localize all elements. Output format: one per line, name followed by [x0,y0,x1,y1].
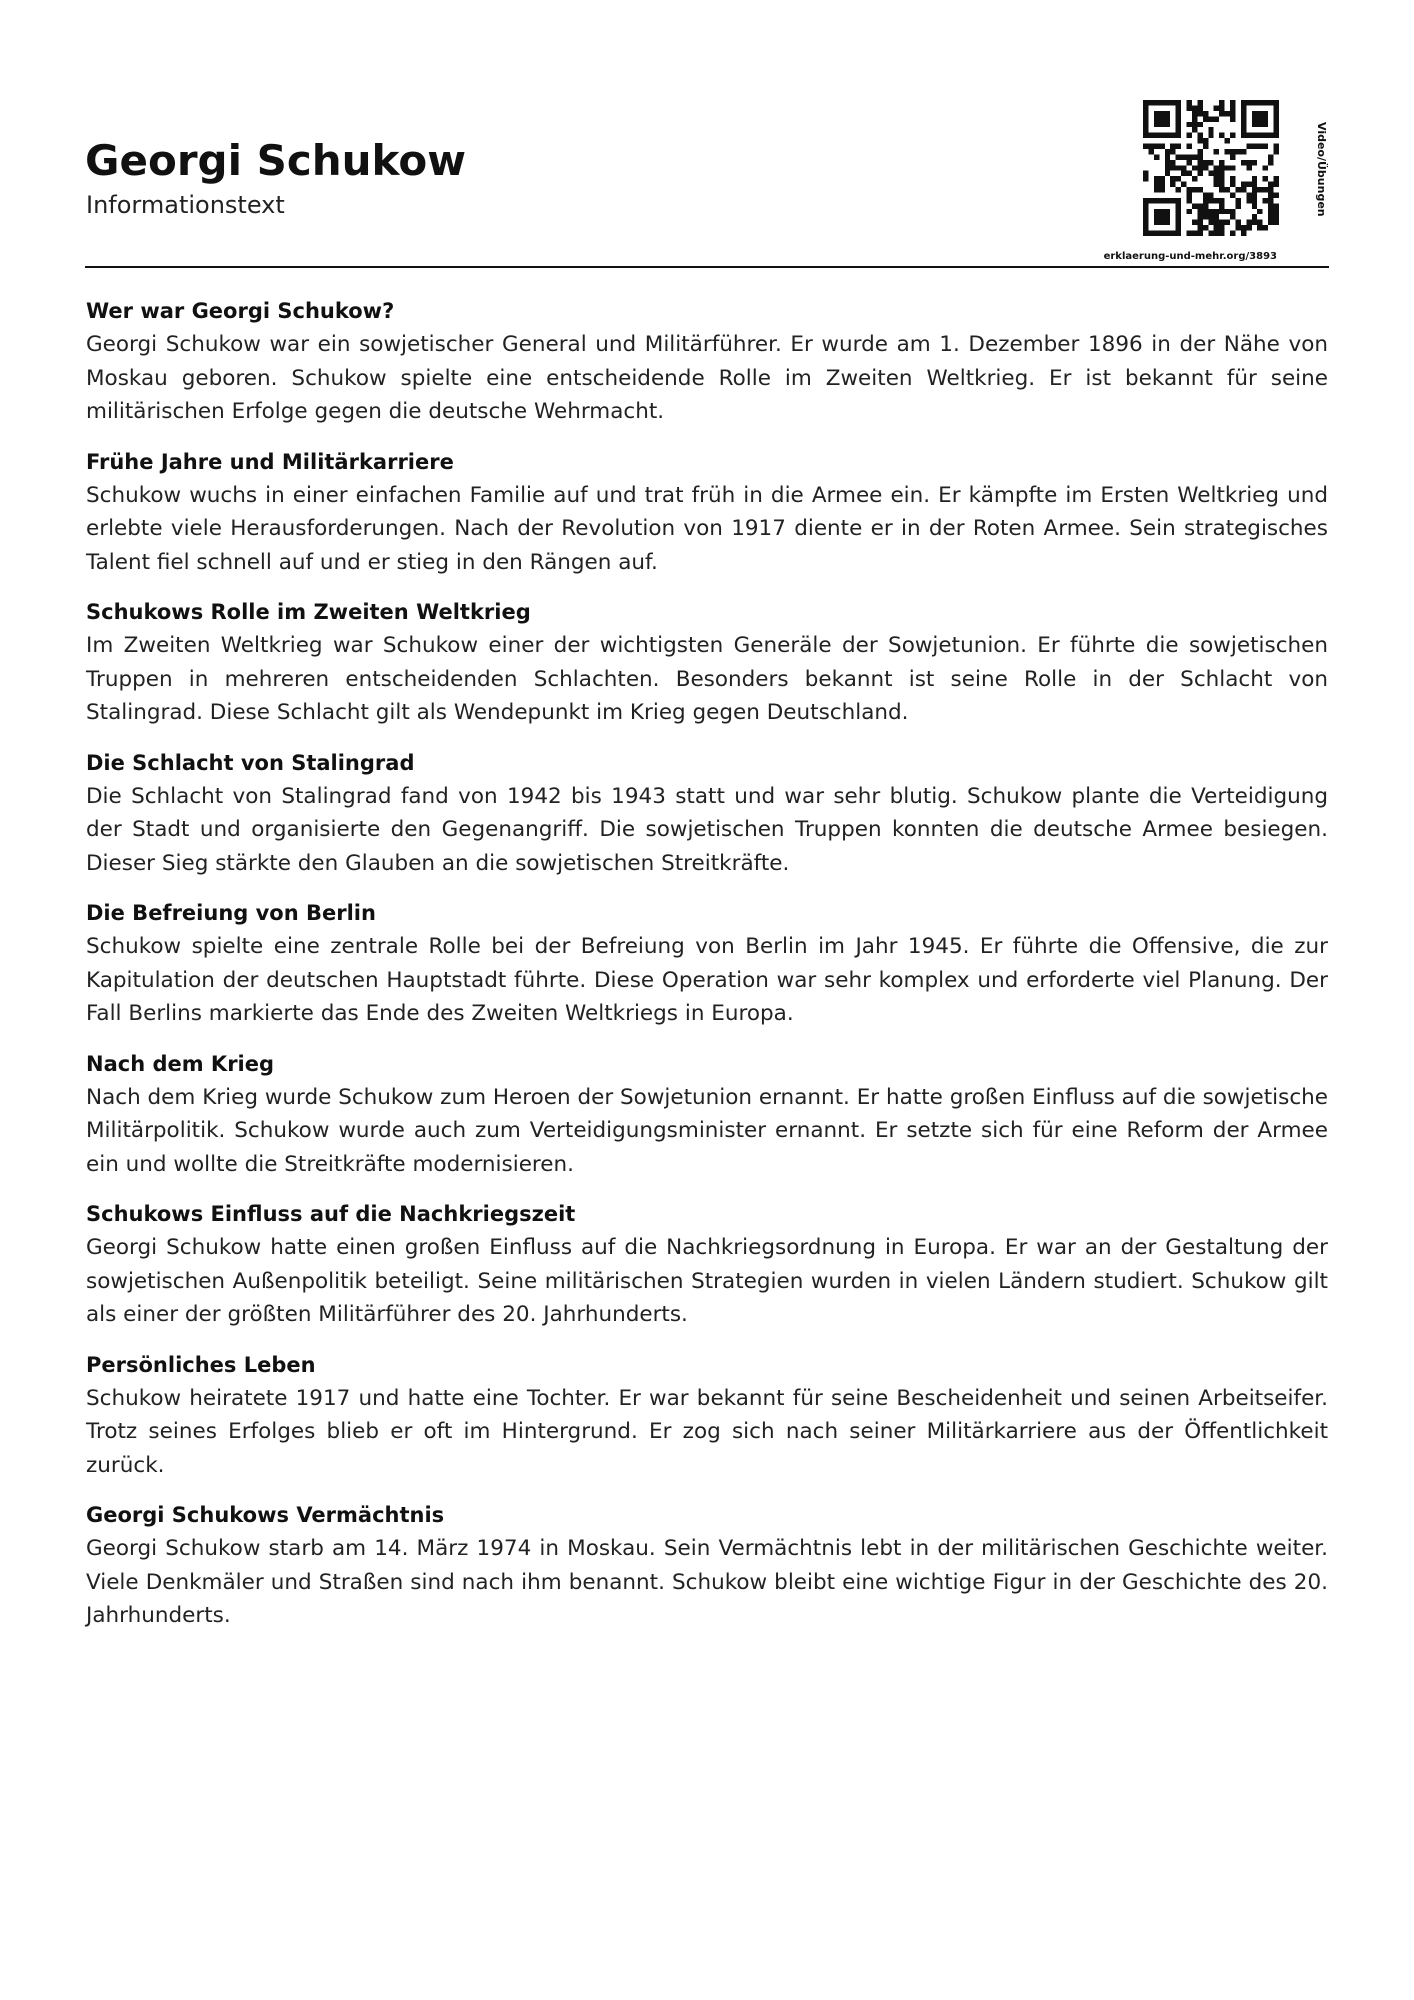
section-stalingrad [86,748,1328,881]
section-heading: Die Befreiung von Berlin [86,901,376,925]
section-heading: Schukows Einfluss auf die Nachkriegszeit [86,1202,576,1226]
qr-code-icon[interactable] [1143,100,1279,236]
video-exercises-label: Video/Übungen [1315,122,1328,217]
section-personal-life [86,1350,1328,1483]
section-heading: Wer war Georgi Schukow? [86,299,395,323]
section-paragraph: Schukow spielte eine zentrale Rolle bei der Befreiung von Berlin im Jahr 1945. Er führte die Offensive, die zur Kapitulation der deutschen Hauptstadt führte. Diese Operation war sehr komplex und erforderte viel Planung. Der Fall Berlins markierte das Ende des Zweiten Weltkriegs in Europa. [86,934,1328,1026]
section-paragraph: Georgi Schukow hatte einen großen Einfluss auf die Nachkriegsordnung in Europa. Er war an der Gestaltung der sowjetischen Außenpolitik beteiligt. Seine militärischen Strategien wurden in vielen Ländern studiert. Schukow gilt als einer der größten Militärführer des 20. Jahrhunderts. [86,1235,1328,1327]
section-berlin [86,898,1328,1031]
section-role-ww2 [86,597,1328,730]
section-legacy [86,1500,1328,1633]
section-paragraph: Schukow heiratete 1917 und hatte eine Tochter. Er war bekannt für seine Bescheidenheit und seinen Arbeitseifer. Trotz seines Erfolges blieb er oft im Hintergrund. Er zog sich nach seiner Militärkarriere aus der Öffentlichkeit zurück. [86,1385,1328,1478]
info-text-body [86,296,1328,1651]
section-postwar-influence [86,1199,1328,1332]
section-early-years [86,447,1328,580]
section-heading: Georgi Schukows Vermächtnis [86,1503,445,1527]
section-paragraph: Georgi Schukow starb am 14. März 1974 in Moskau. Sein Vermächtnis lebt in der militärischen Geschichte weiter. Viele Denkmäler und Straßen sind nach ihm benannt. Schukow bleibt eine wichtige Figur in der Geschichte des 20. Jahrhunderts. [86,1536,1328,1628]
section-paragraph: Nach dem Krieg wurde Schukow zum Heroen der Sowjetunion ernannt. Er hatte großen Einfluss auf die sowjetische Militärpolitik. Schukow wurde auch zum Verteidigungsminister ernannt. Er setzte sich für eine Reform der Armee ein und wollte die Streitkräfte modernisieren. [86,1084,1328,1177]
page-subtitle: Informationstext [86,191,285,219]
section-heading: Nach dem Krieg [86,1051,275,1076]
header-divider [85,266,1329,268]
section-heading: Schukows Rolle im Zweiten Weltkrieg [86,600,531,624]
section-who-was-schukow [86,296,1328,429]
section-paragraph: Georgi Schukow war ein sowjetischer General und Militärführer. Er wurde am 1. Dezember 1896 in der Nähe von Moskau geboren. Schukow spielte eine entscheidende Rolle im Zweiten Weltkrieg. Er ist bekannt für seine militärischen Erfolge gegen die deutsche Wehrmacht. [86,332,1328,424]
section-paragraph: Im Zweiten Weltkrieg war Schukow einer der wichtigsten Generäle der Sowjetunion. Er führte die sowjetischen Truppen in mehreren entscheidenden Schlachten. Besonders bekannt ist seine Rolle in der Schlacht von Stalingrad. Diese Schlacht gilt als Wendepunkt im Krieg gegen Deutschland. [86,633,1328,725]
page-title: Georgi Schukow [85,136,467,185]
section-paragraph: Schukow wuchs in einer einfachen Familie auf und trat früh in die Armee ein. Er kämpfte im Ersten Weltkrieg und erlebte viele Herausforderungen. Nach der Revolution von 1917 diente er in der Roten Armee. Sein strategisches Talent fiel schnell auf und er stieg in den Rängen auf. [86,482,1328,575]
section-heading: Die Schlacht von Stalingrad [86,750,415,775]
section-heading: Persönliches Leben [86,1352,316,1377]
section-paragraph: Die Schlacht von Stalingrad fand von 1942 bis 1943 statt und war sehr blutig. Schukow plante die Verteidigung der Stadt und organisierte den Gegenangriff. Die sowjetischen Truppen konnten die deutsche Armee besiegen. Dieser Sieg stärkte den Glauben an die sowjetischen Streitkräfte. [86,783,1328,876]
section-after-war [86,1049,1328,1182]
qr-url[interactable]: erklaerung-und-mehr.org/3893 [1103,251,1277,262]
section-heading: Frühe Jahre und Militärkarriere [86,449,454,474]
